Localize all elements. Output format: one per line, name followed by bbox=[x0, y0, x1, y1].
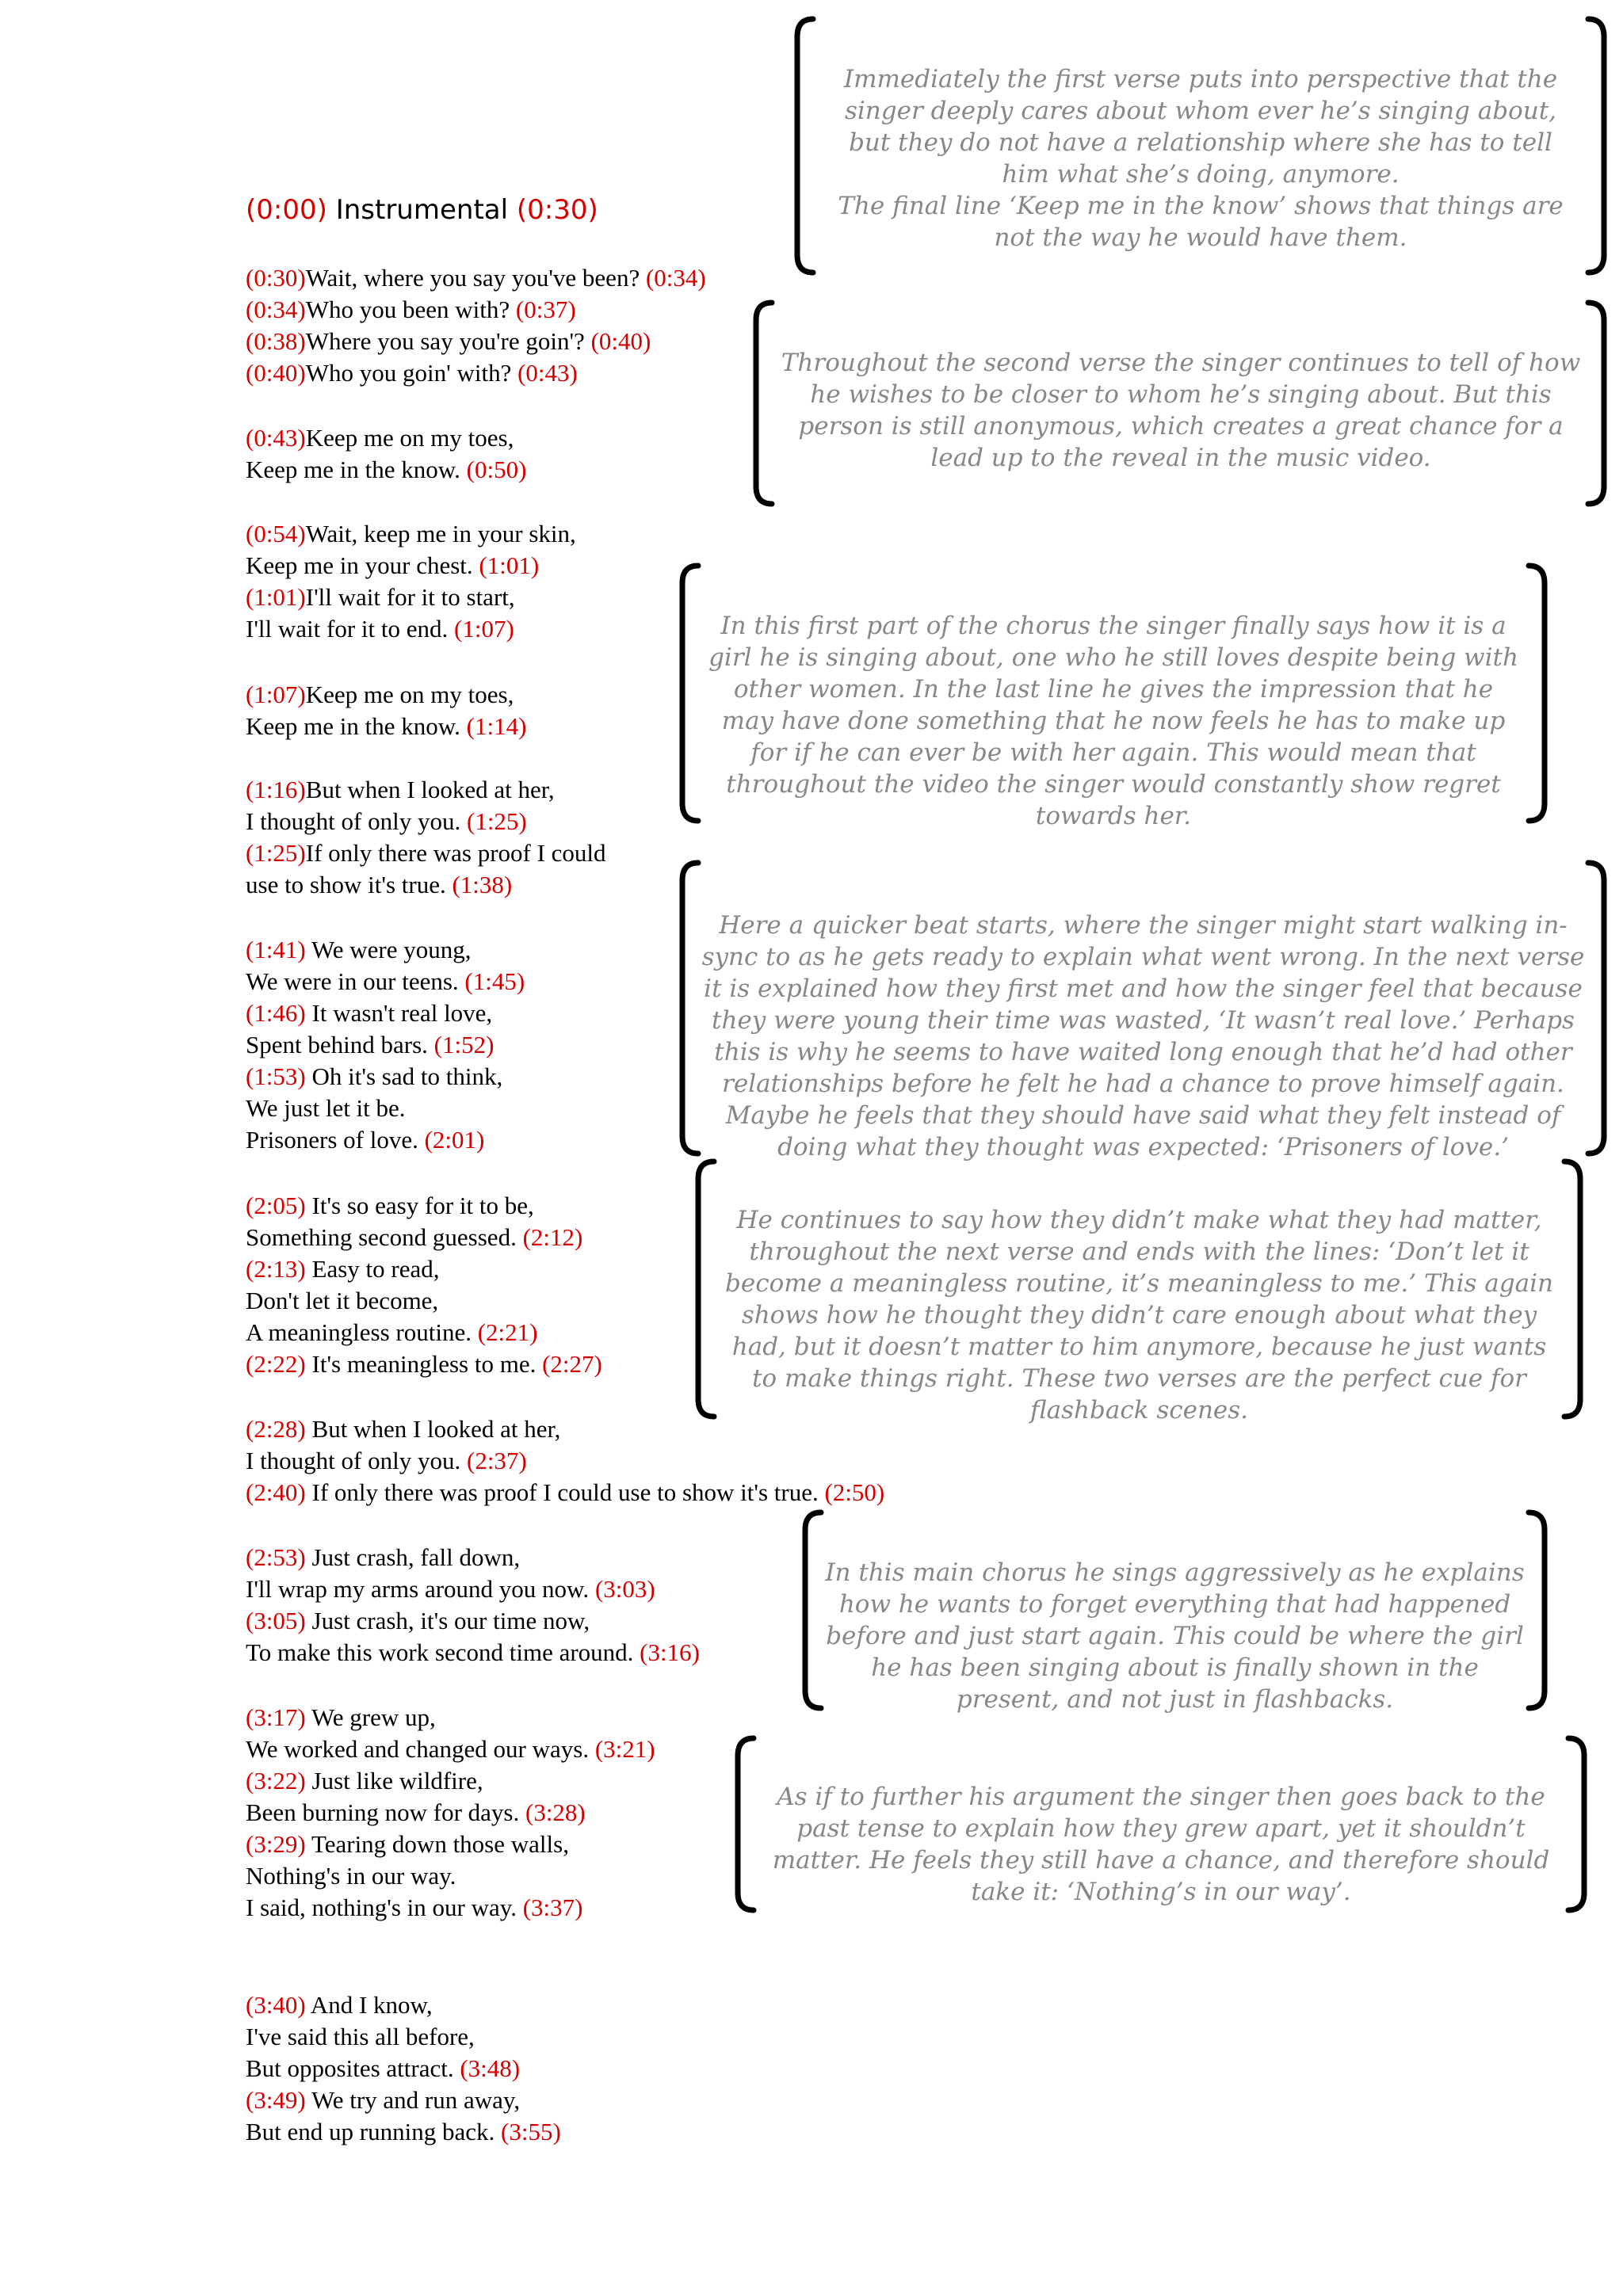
left-bracket bbox=[693, 1158, 717, 1420]
lyric-end-time: (1:45) bbox=[464, 967, 525, 995]
lyric-text: Spent behind bars. bbox=[246, 1031, 434, 1058]
lyric-text: It's meaningless to me. bbox=[305, 1350, 543, 1378]
lyric-end-time: (1:52) bbox=[433, 1031, 495, 1058]
lyric-start-time: (2:40) bbox=[246, 1478, 306, 1506]
lyric-start-time: (2:53) bbox=[246, 1543, 306, 1571]
lyric-text: Wait, keep me in your skin, bbox=[305, 520, 576, 547]
lyric-text: Prisoners of love. bbox=[246, 1126, 425, 1154]
annotation-note bbox=[705, 610, 1522, 832]
lyric-start-time: (3:05) bbox=[246, 1607, 306, 1634]
annotation-paragraph: Immediately the first verse puts into perspective that the singer deeply cares about whom ever he’s singing about, but they do not have a relationship where she has to tell him what she’s doing, anymore. bbox=[843, 65, 1558, 189]
lyric-text: Keep me in your chest. bbox=[246, 551, 479, 579]
lyric-line bbox=[246, 2053, 1038, 2084]
lyric-end-time: (0:50) bbox=[466, 456, 527, 483]
lyric-text: Just crash, it's our time now, bbox=[305, 1607, 590, 1634]
lyric-start-time: (2:28) bbox=[246, 1415, 306, 1443]
lyric-end-time: (2:01) bbox=[424, 1126, 485, 1154]
lyric-stanza bbox=[246, 1989, 1038, 2148]
lyric-text: Just like wildfire, bbox=[305, 1767, 483, 1794]
annotation-paragraph: The final line ‘Keep me in the know’ shows that things are not the way he would have them. bbox=[838, 192, 1564, 252]
lyric-text: We just let it be. bbox=[246, 1094, 406, 1122]
lyric-start-time: (0:30) bbox=[246, 264, 306, 292]
lyric-text: I'll wait for it to start, bbox=[305, 583, 515, 611]
annotation-note bbox=[820, 1557, 1529, 1715]
lyric-text: But when I looked at her, bbox=[305, 1415, 561, 1443]
lyric-line bbox=[246, 869, 1038, 901]
right-bracket bbox=[1561, 1158, 1585, 1420]
lyric-text: Don't let it become, bbox=[246, 1287, 439, 1314]
right-bracket bbox=[1585, 860, 1609, 1157]
lyric-start-time: (1:01) bbox=[246, 583, 306, 611]
lyric-text: Oh it's sad to think, bbox=[305, 1062, 503, 1090]
lyric-stanza bbox=[246, 1413, 1038, 1508]
annotation-note bbox=[753, 1781, 1569, 1908]
lyric-end-time: (3:03) bbox=[594, 1575, 655, 1603]
lyric-text: I said, nothing's in our way. bbox=[246, 1894, 523, 1921]
intro-start-time: (0:00) bbox=[246, 194, 327, 226]
right-bracket bbox=[1585, 299, 1609, 507]
lyric-text: I thought of only you. bbox=[246, 1447, 467, 1474]
lyric-start-time: (1:25) bbox=[246, 839, 306, 867]
lyric-text: We were in our teens. bbox=[246, 967, 465, 995]
right-bracket bbox=[1585, 16, 1609, 276]
annotation-paragraph: In this first part of the chorus the singer finally says how it is a girl he is singing about, one who he still loves despite being with other women. In the last line he gives the impression that he may have done something that he now feels he has to make up for if he can ever be with her again. This would mean that throughout the video the singer would constantly show regret towards her. bbox=[708, 612, 1518, 830]
lyric-text: I'll wait for it to end. bbox=[246, 615, 455, 643]
lyric-end-time: (3:48) bbox=[460, 2054, 521, 2082]
lyric-text: But end up running back. bbox=[246, 2118, 502, 2145]
left-bracket bbox=[751, 299, 775, 507]
annotation-paragraph: He continues to say how they didn’t make what they had matter, throughout the next verse and ends with the lines: ‘Don’t let it become a meaningless routine, it’s meaningless to me.’ This again shows how he thought they didn’t care enough about what they had, but it doesn’t matter to him anymore, because he just wants to make things right. These two verses are the perfect cue for flashback scenes. bbox=[725, 1206, 1553, 1425]
lyric-start-time: (3:22) bbox=[246, 1767, 306, 1794]
lyric-end-time: (0:34) bbox=[645, 264, 706, 292]
lyric-text: Who you goin' with? bbox=[305, 359, 518, 387]
lyric-text: I'll wrap my arms around you now. bbox=[246, 1575, 595, 1603]
annotation-paragraph: As if to further his argument the singer then goes back to the past tense to explain how they grew apart, yet it shouldn’t matter. He feels they still have a chance, and therefore should take it: ‘Nothing’s in our way’. bbox=[772, 1783, 1550, 1906]
lyric-text: Keep me in the know. bbox=[246, 712, 467, 740]
lyric-text: Keep me on my toes, bbox=[305, 424, 514, 452]
annotation-paragraph: Throughout the second verse the singer continues to tell of how he wishes to be closer to whom he’s singing about. But this person is still anonymous, which creates a great chance for a lead up to the reveal in the music video. bbox=[781, 349, 1581, 472]
lyric-text: But when I looked at her, bbox=[305, 776, 555, 803]
lyric-end-time: (1:14) bbox=[466, 712, 527, 740]
lyric-start-time: (3:40) bbox=[246, 1991, 306, 2019]
lyric-line bbox=[246, 837, 1038, 869]
lyric-end-time: (2:37) bbox=[467, 1447, 527, 1474]
lyric-text: Just crash, fall down, bbox=[305, 1543, 521, 1571]
lyric-end-time: (1:01) bbox=[479, 551, 540, 579]
lyric-end-time: (3:55) bbox=[501, 2118, 561, 2145]
left-bracket bbox=[792, 16, 816, 276]
lyric-text: We were young, bbox=[305, 936, 472, 963]
lyric-text: Where you say you're goin'? bbox=[305, 327, 591, 355]
lyric-text: use to show it's true. bbox=[246, 871, 453, 898]
lyric-text: Been burning now for days. bbox=[246, 1798, 525, 1826]
lyric-start-time: (3:29) bbox=[246, 1830, 306, 1858]
lyric-text: Keep me in the know. bbox=[246, 456, 467, 483]
lyric-start-time: (3:49) bbox=[246, 2086, 306, 2114]
lyric-end-time: (0:37) bbox=[515, 296, 576, 323]
lyric-start-time: (0:43) bbox=[246, 424, 306, 452]
lyric-line bbox=[246, 1989, 1038, 2021]
lyric-text: I've said this all before, bbox=[246, 2023, 475, 2050]
intro-line bbox=[246, 194, 598, 226]
lyric-end-time: (2:12) bbox=[522, 1223, 583, 1251]
lyric-line bbox=[246, 294, 1038, 326]
lyric-end-time: (2:21) bbox=[477, 1318, 538, 1346]
intro-end-time: (0:30) bbox=[516, 194, 598, 226]
lyric-start-time: (2:13) bbox=[246, 1255, 306, 1283]
lyric-end-time: (2:50) bbox=[824, 1478, 885, 1506]
lyric-text: Tearing down those walls, bbox=[305, 1830, 569, 1858]
lyric-text: Something second guessed. bbox=[246, 1223, 523, 1251]
lyric-text: And I know, bbox=[305, 1991, 433, 2019]
lyric-end-time: (0:40) bbox=[590, 327, 651, 355]
lyric-start-time: (0:38) bbox=[246, 327, 306, 355]
lyric-text: We try and run away, bbox=[305, 2086, 521, 2114]
lyric-line bbox=[246, 2116, 1038, 2148]
lyric-text: To make this work second time around. bbox=[246, 1638, 640, 1666]
lyric-text: It's so easy for it to be, bbox=[305, 1192, 534, 1219]
lyric-text: If only there was proof I could bbox=[305, 839, 606, 867]
lyric-start-time: (1:46) bbox=[246, 999, 306, 1027]
annotation-note bbox=[781, 347, 1581, 474]
lyric-start-time: (1:53) bbox=[246, 1062, 306, 1090]
lyric-end-time: (3:16) bbox=[640, 1638, 700, 1666]
lyric-end-time: (0:43) bbox=[517, 359, 578, 387]
lyric-start-time: (0:34) bbox=[246, 296, 306, 323]
lyric-text: But opposites attract. bbox=[246, 2054, 460, 2082]
lyric-start-time: (2:22) bbox=[246, 1350, 306, 1378]
lyric-end-time: (3:28) bbox=[525, 1798, 586, 1826]
intro-label: Instrumental bbox=[335, 194, 509, 226]
left-bracket bbox=[678, 563, 701, 824]
annotation-note bbox=[824, 63, 1577, 254]
lyric-text: We grew up, bbox=[305, 1703, 436, 1731]
lyric-start-time: (2:05) bbox=[246, 1192, 306, 1219]
lyric-text: A meaningless routine. bbox=[246, 1318, 478, 1346]
lyric-line bbox=[246, 1477, 1038, 1508]
lyric-text: We worked and changed our ways. bbox=[246, 1735, 595, 1763]
lyric-end-time: (1:07) bbox=[454, 615, 514, 643]
lyric-line bbox=[246, 262, 1038, 294]
annotation-paragraph: Here a quicker beat starts, where the singer might start walking in-sync to as he gets ready to explain what went wrong. In the next verse it is explained how they first met and how the singer feel that because they were young their time was wasted, ‘It wasn’t real love.’ Perhaps this is why he seems to have waited long enough that he’d had other relationships before he felt he had a chance to prove himself again. Maybe he feels that they should have said what they felt instead of doing what they thought was expected: ‘Prisoners of love.’ bbox=[701, 911, 1585, 1161]
lyric-start-time: (1:16) bbox=[246, 776, 306, 803]
lyric-line bbox=[246, 1733, 1038, 1765]
annotation-note bbox=[717, 1204, 1561, 1426]
annotation-paragraph: In this main chorus he sings aggressively as he explains how he wants to forget everything that had happened before and just start again. This could be where the girl he has been singing about is finally shown in the present, and not just in flashbacks. bbox=[825, 1558, 1525, 1714]
lyric-text: It wasn't real love, bbox=[305, 999, 493, 1027]
lyric-start-time: (3:17) bbox=[246, 1703, 306, 1731]
lyric-start-time: (1:07) bbox=[246, 681, 306, 708]
annotation-note bbox=[701, 910, 1585, 1163]
lyric-line bbox=[246, 550, 1038, 582]
lyric-end-time: (3:21) bbox=[594, 1735, 655, 1763]
lyric-line bbox=[246, 2084, 1038, 2116]
lyric-start-time: (1:41) bbox=[246, 936, 306, 963]
lyric-line bbox=[246, 582, 1038, 613]
right-bracket bbox=[1526, 563, 1549, 824]
lyric-text: I thought of only you. bbox=[246, 807, 467, 835]
lyric-end-time: (3:37) bbox=[522, 1894, 583, 1921]
lyric-start-time: (0:40) bbox=[246, 359, 306, 387]
lyric-line bbox=[246, 2021, 1038, 2053]
lyric-end-time: (1:25) bbox=[467, 807, 527, 835]
lyric-text: Keep me on my toes, bbox=[305, 681, 514, 708]
lyric-end-time: (1:38) bbox=[452, 871, 513, 898]
lyric-text: Wait, where you say you've been? bbox=[305, 264, 646, 292]
lyric-text: Who you been with? bbox=[305, 296, 516, 323]
lyric-line bbox=[246, 1445, 1038, 1477]
lyric-text: If only there was proof I could use to show it's true. bbox=[305, 1478, 825, 1506]
lyric-text: Easy to read, bbox=[305, 1255, 440, 1283]
lyric-start-time: (0:54) bbox=[246, 520, 306, 547]
lyric-line bbox=[246, 518, 1038, 550]
left-bracket bbox=[678, 860, 701, 1157]
lyric-text: Nothing's in our way. bbox=[246, 1862, 456, 1890]
lyric-end-time: (2:27) bbox=[542, 1350, 602, 1378]
